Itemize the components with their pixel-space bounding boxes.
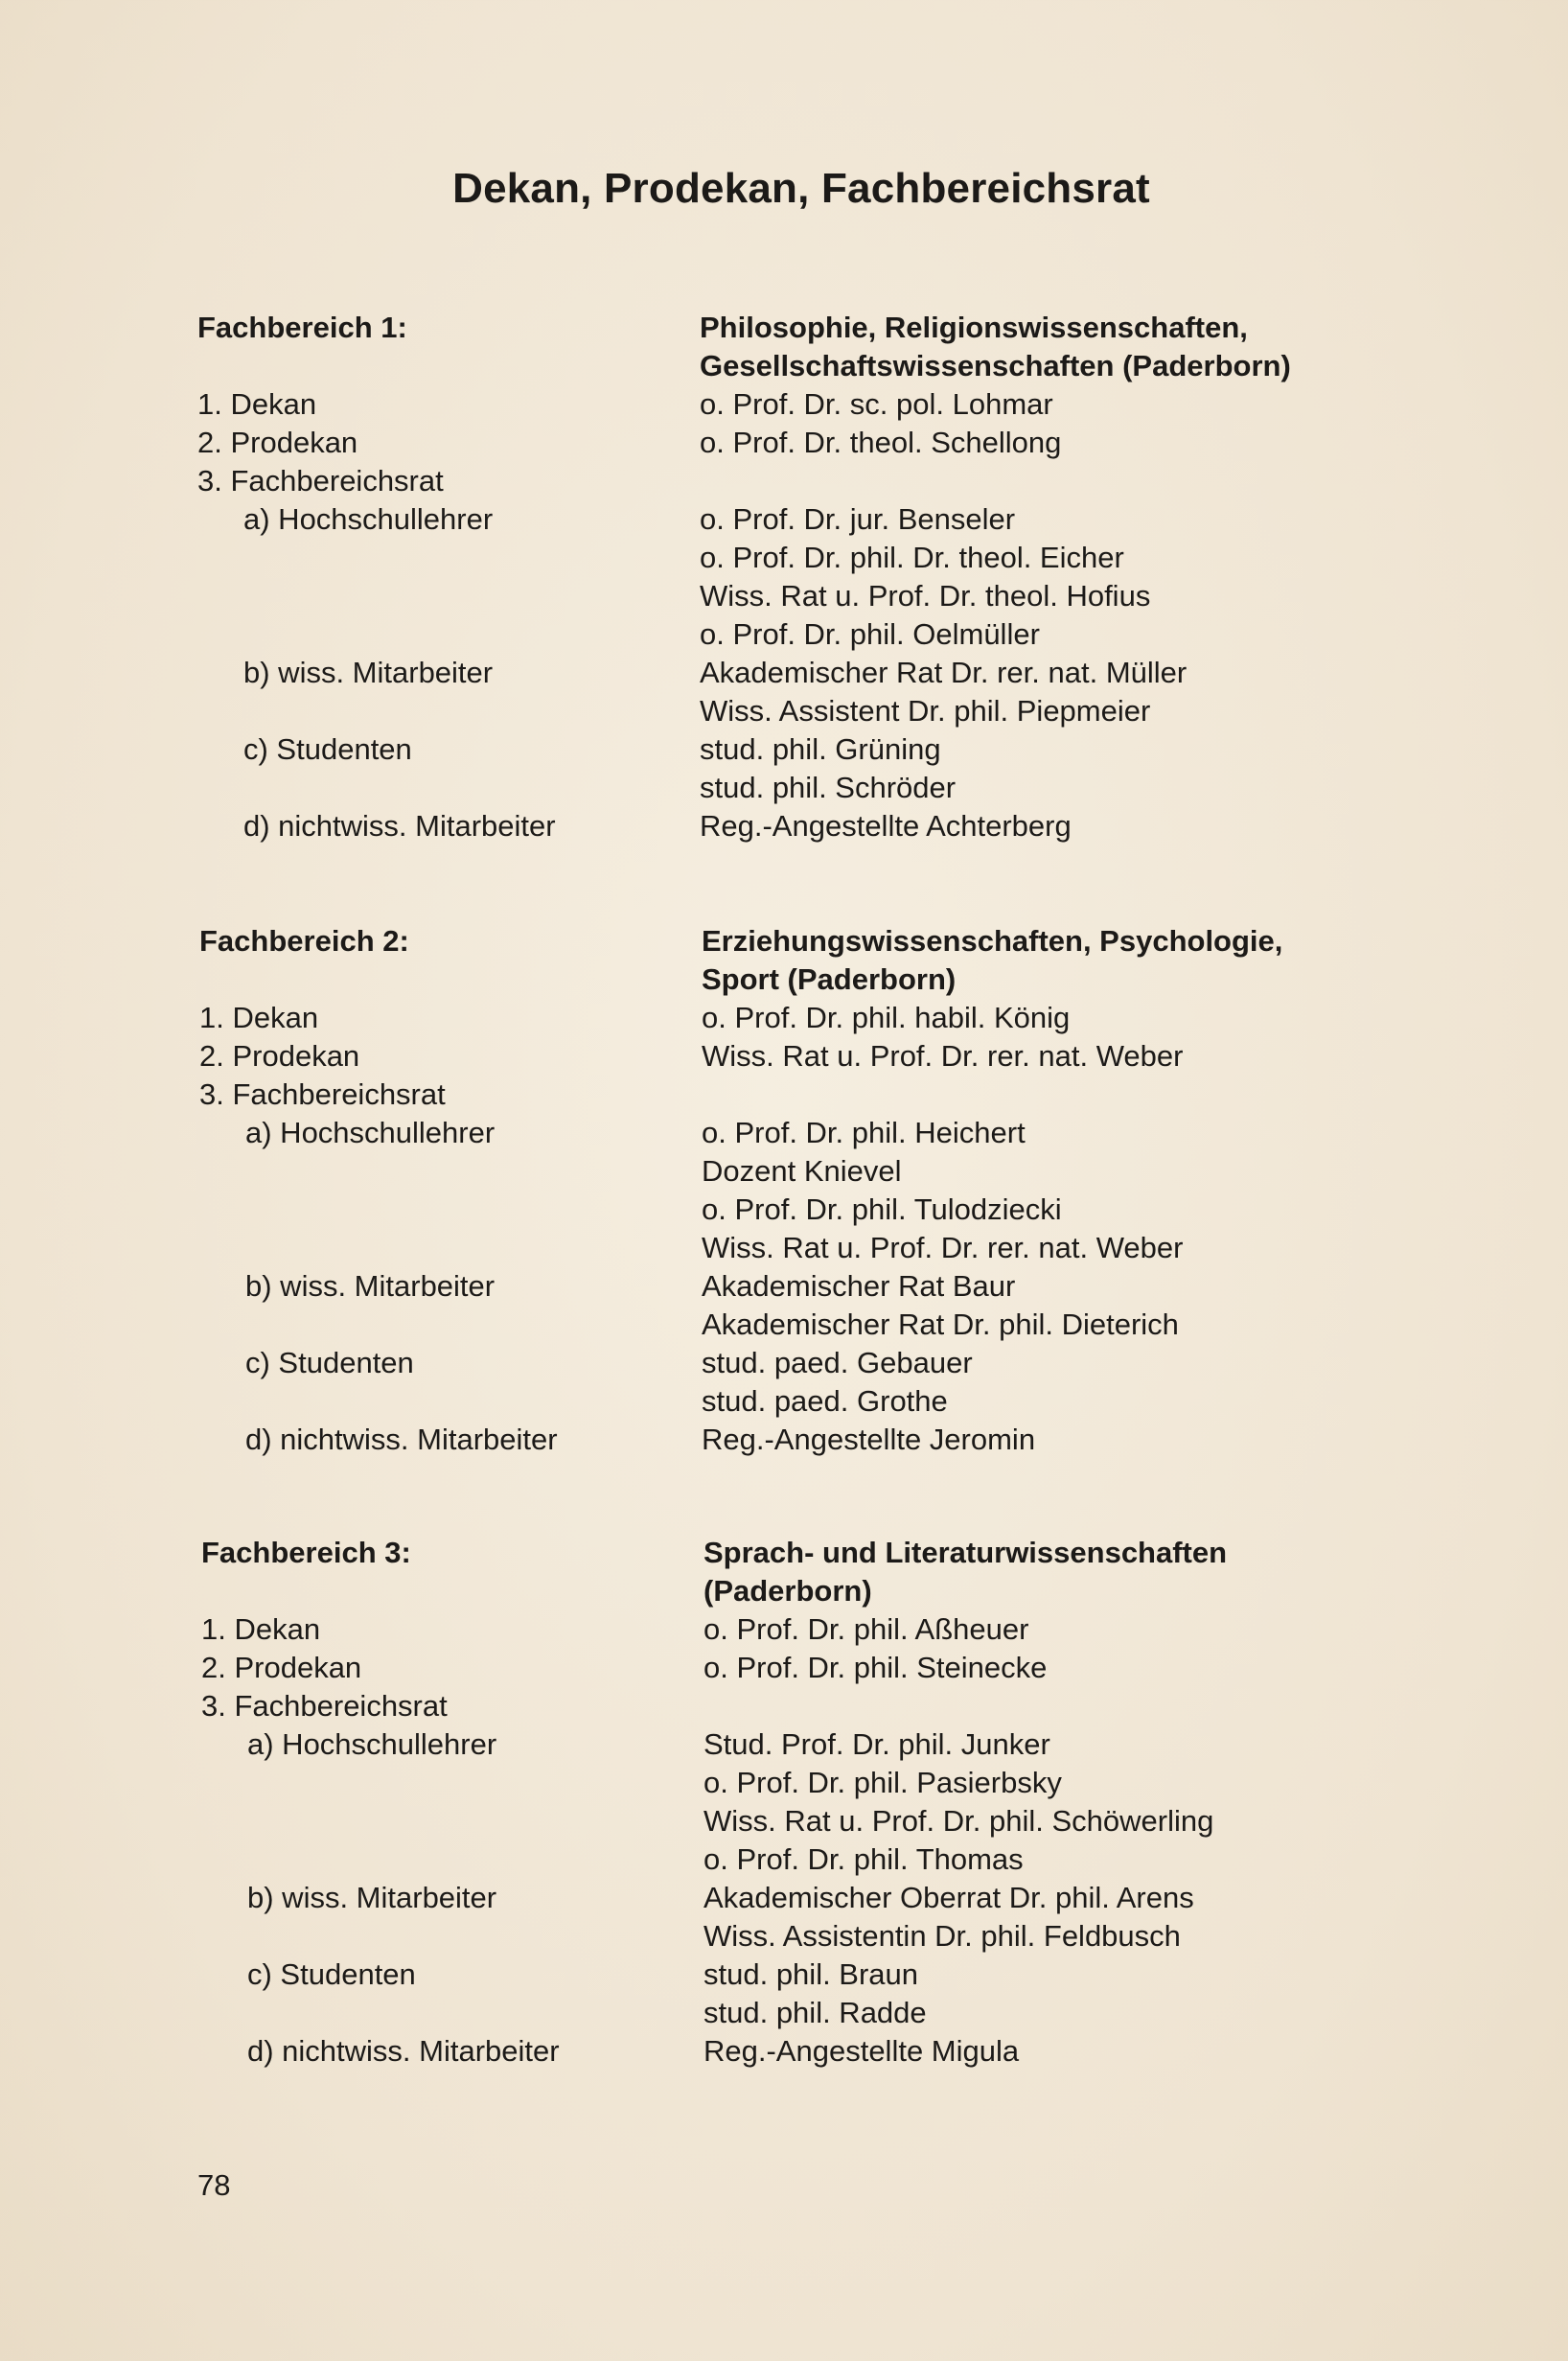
department-name-line-2: Sport (Paderborn) [702,962,957,996]
member-name: o. Prof. Dr. phil. Heichert [702,1116,1026,1149]
member-name: Wiss. Rat u. Prof. Dr. rer. nat. Weber [702,1231,1184,1264]
label-fachbereichsrat: 3. Fachbereichsrat [197,464,444,498]
label-fachbereichsrat: 3. Fachbereichsrat [199,1077,446,1111]
section-heading: Fachbereich 2: [199,924,409,958]
department-name-line-1: Philosophie, Religionswissenschaften, [700,311,1248,344]
label-prodekan: 2. Prodekan [199,1039,360,1073]
page-title: Dekan, Prodekan, Fachbereichsrat [452,165,1150,212]
dekan-name: o. Prof. Dr. phil. Aßheuer [703,1612,1029,1646]
dekan-name: o. Prof. Dr. phil. habil. König [702,1001,1071,1034]
prodekan-name: o. Prof. Dr. phil. Steinecke [703,1651,1048,1684]
member-name: o. Prof. Dr. phil. Pasierbsky [703,1766,1062,1799]
department-name-line-1: Erziehungswissenschaften, Psychologie, [702,924,1283,958]
label-studenten: c) Studenten [247,1957,416,1991]
section-heading: Fachbereich 3: [201,1536,411,1569]
member-name: Reg.-Angestellte Jeromin [702,1423,1036,1456]
member-name: stud. paed. Grothe [702,1384,948,1418]
page-number: 78 [197,2168,231,2202]
label-studenten: c) Studenten [243,732,412,766]
dekan-name: o. Prof. Dr. sc. pol. Lohmar [700,387,1053,421]
member-name: Reg.-Angestellte Achterberg [700,809,1072,843]
label-nichtwiss-mitarbeiter: d) nichtwiss. Mitarbeiter [247,2034,560,2068]
member-name: Reg.-Angestellte Migula [703,2034,1020,2068]
label-dekan: 1. Dekan [199,1001,319,1034]
department-name-line-1: Sprach- und Literaturwissenschaften [703,1536,1228,1569]
member-name: o. Prof. Dr. jur. Benseler [700,502,1016,536]
member-name: Akademischer Rat Dr. rer. nat. Müller [700,656,1188,689]
member-name: Wiss. Assistent Dr. phil. Piepmeier [700,694,1151,728]
member-name: Wiss. Rat u. Prof. Dr. theol. Hofius [700,579,1151,613]
label-prodekan: 2. Prodekan [197,426,358,459]
label-wiss-mitarbeiter: b) wiss. Mitarbeiter [245,1269,496,1303]
label-hochschullehrer: a) Hochschullehrer [247,1727,497,1761]
member-name: stud. phil. Radde [703,1996,927,2029]
member-name: stud. paed. Gebauer [702,1346,973,1379]
prodekan-name: Wiss. Rat u. Prof. Dr. rer. nat. Weber [702,1039,1184,1073]
member-name: o. Prof. Dr. phil. Dr. theol. Eicher [700,541,1124,574]
member-name: Wiss. Rat u. Prof. Dr. phil. Schöwerling [703,1804,1214,1838]
member-name: stud. phil. Braun [703,1957,919,1991]
label-hochschullehrer: a) Hochschullehrer [245,1116,496,1149]
section-heading: Fachbereich 1: [197,311,407,344]
member-name: o. Prof. Dr. phil. Tulodziecki [702,1192,1062,1226]
member-name: Akademischer Rat Dr. phil. Dieterich [702,1308,1179,1341]
prodekan-name: o. Prof. Dr. theol. Schellong [700,426,1062,459]
member-name: Akademischer Rat Baur [702,1269,1016,1303]
label-fachbereichsrat: 3. Fachbereichsrat [201,1689,448,1723]
label-hochschullehrer: a) Hochschullehrer [243,502,494,536]
member-name: Wiss. Assistentin Dr. phil. Feldbusch [703,1919,1181,1953]
member-name: stud. phil. Schröder [700,771,957,804]
member-name: Stud. Prof. Dr. phil. Junker [703,1727,1050,1761]
label-wiss-mitarbeiter: b) wiss. Mitarbeiter [243,656,494,689]
label-dekan: 1. Dekan [197,387,317,421]
label-nichtwiss-mitarbeiter: d) nichtwiss. Mitarbeiter [245,1423,558,1456]
member-name: stud. phil. Grüning [700,732,941,766]
member-name: o. Prof. Dr. phil. Thomas [703,1842,1024,1876]
label-prodekan: 2. Prodekan [201,1651,362,1684]
member-name: Akademischer Oberrat Dr. phil. Arens [703,1881,1194,1914]
member-name: o. Prof. Dr. phil. Oelmüller [700,617,1040,651]
label-nichtwiss-mitarbeiter: d) nichtwiss. Mitarbeiter [243,809,556,843]
label-dekan: 1. Dekan [201,1612,321,1646]
label-studenten: c) Studenten [245,1346,414,1379]
department-name-line-2: (Paderborn) [703,1574,872,1608]
label-wiss-mitarbeiter: b) wiss. Mitarbeiter [247,1881,497,1914]
member-name: Dozent Knievel [702,1154,902,1188]
department-name-line-2: Gesellschaftswissenschaften (Paderborn) [700,349,1291,382]
